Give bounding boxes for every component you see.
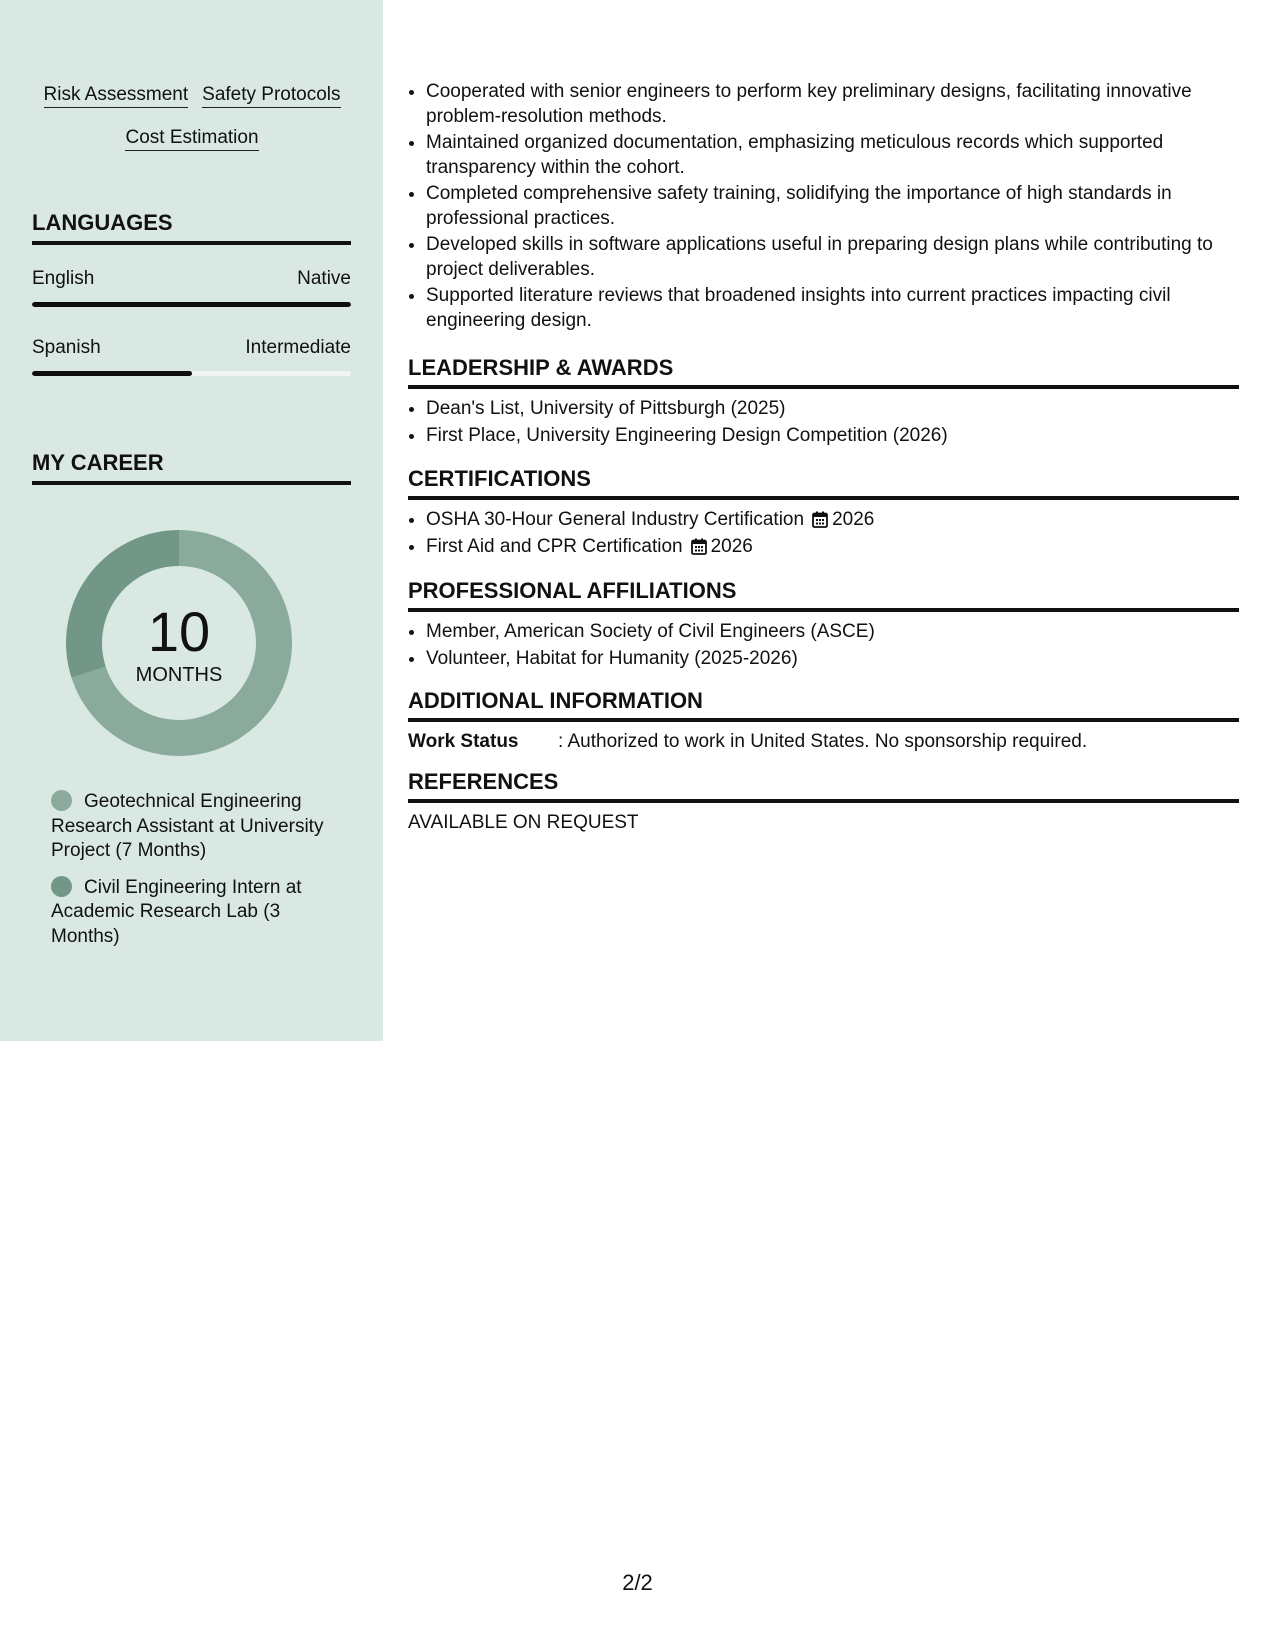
language-proficiency-fill <box>32 371 192 376</box>
work-status-value: : Authorized to work in United States. No sponsorship required. <box>558 731 1088 752</box>
calendar-icon <box>812 511 828 528</box>
list-item: • Completed comprehensive safety training, solidifying the importance of high standards in professional practices. <box>426 182 1236 231</box>
calendar-icon <box>691 538 707 555</box>
language-english <box>32 268 351 307</box>
affiliations-section <box>408 578 1239 673</box>
skill-tag-cost-estimation: Cost Estimation <box>125 127 258 151</box>
list-item: • Maintained organized documentation, emphasizing meticulous records which supported transparency within the cohort. <box>426 131 1236 180</box>
list-item <box>426 508 1239 533</box>
certification-date <box>691 536 753 557</box>
language-proficiency-bar <box>32 302 351 307</box>
career-donut-chart <box>66 530 292 756</box>
language-level: Intermediate <box>245 337 351 358</box>
career-legend-label: Civil Engineering Intern at Academic Research Lab (3 Months) <box>51 876 302 947</box>
list-item: • Supported literature reviews that broadened insights into current practices impacting civil engineering design. <box>426 284 1236 333</box>
career-legend-label: Geotechnical Engineering Research Assistant at University Project (7 Months) <box>51 791 324 861</box>
skill-tag-safety-protocols: Safety Protocols <box>202 84 340 108</box>
language-proficiency-fill <box>32 302 351 307</box>
section-title: CERTIFICATIONS <box>408 466 1239 500</box>
certification-name: OSHA 30-Hour General Industry Certification <box>426 509 805 530</box>
certification-name: First Aid and CPR Certification <box>426 535 683 557</box>
career-legend-item <box>51 790 336 864</box>
career-heading: MY CAREER <box>32 450 351 485</box>
skills-tags <box>32 84 352 170</box>
language-name: English <box>32 268 95 289</box>
certifications-section <box>408 466 1239 561</box>
list-item <box>426 535 1239 560</box>
legend-dot <box>51 790 72 811</box>
section-title: LEADERSHIP & AWARDS <box>408 355 1239 389</box>
references-text: AVAILABLE ON REQUEST <box>408 812 639 833</box>
career-total-number: 10 <box>147 600 211 663</box>
skill-tag-risk-assessment: Risk Assessment <box>44 84 189 108</box>
certification-date <box>812 509 874 530</box>
languages-heading: LANGUAGES <box>32 210 351 245</box>
certification-year: 2026 <box>832 509 875 530</box>
language-level: Native <box>297 268 351 289</box>
certification-year: 2026 <box>710 535 753 557</box>
legend-dot <box>51 876 72 897</box>
section-title: ADDITIONAL INFORMATION <box>408 688 1239 722</box>
list-item: • Dean's List, University of Pittsburgh (2025) <box>426 397 1239 422</box>
list-item: • Developed skills in software applications useful in preparing design plans while contributing to project deliverables. <box>426 233 1236 282</box>
language-name: Spanish <box>32 337 101 358</box>
section-title: REFERENCES <box>408 769 1239 803</box>
leadership-section <box>408 355 1239 450</box>
list-item: • Cooperated with senior engineers to perform key preliminary designs, facilitating innovative problem-resolution methods. <box>426 80 1236 129</box>
experience-bullets <box>408 80 1236 335</box>
work-status-row <box>408 730 1239 754</box>
language-spanish <box>32 337 351 376</box>
language-proficiency-bar <box>32 371 351 376</box>
career-legend <box>51 790 336 961</box>
list-item: • Volunteer, Habitat for Humanity (2025-2026) <box>426 647 1239 672</box>
page-number: 2/2 <box>622 1570 653 1595</box>
references-section <box>408 769 1239 835</box>
career-legend-item <box>51 876 336 950</box>
sidebar <box>0 0 383 1041</box>
section-title: PROFESSIONAL AFFILIATIONS <box>408 578 1239 612</box>
work-status-label: Work Status <box>408 731 519 752</box>
list-item: • First Place, University Engineering Design Competition (2026) <box>426 424 1239 449</box>
additional-info-section <box>408 688 1239 754</box>
career-total-unit: MONTHS <box>135 664 223 686</box>
list-item: • Member, American Society of Civil Engineers (ASCE) <box>426 620 1239 645</box>
